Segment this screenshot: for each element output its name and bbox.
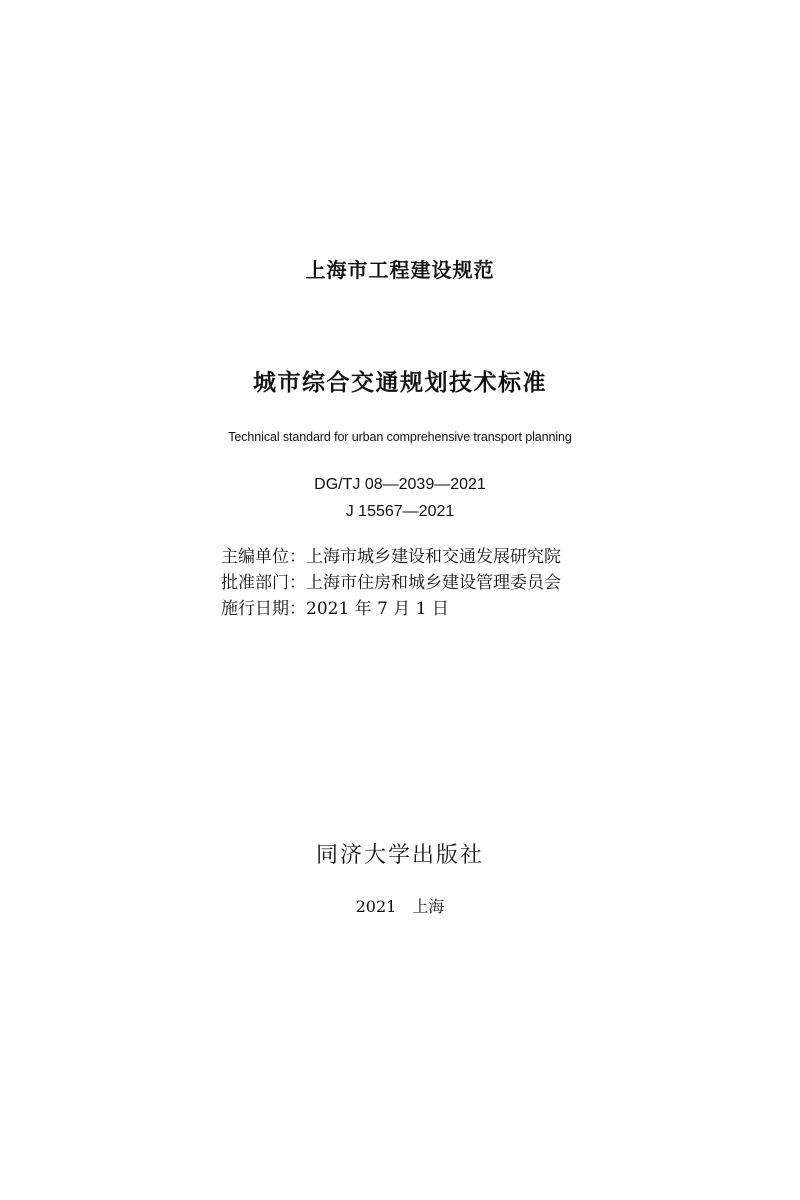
approval-department-label: 批准部门 (221, 573, 289, 593)
effective-date-row (221, 596, 641, 622)
document-metadata (221, 544, 641, 622)
editor-unit-value: 上海市城乡建设和交通发展研究院 (306, 547, 561, 567)
editor-unit-label: 主编单位 (221, 547, 289, 567)
document-title: 城市综合交通规划技术标准 (253, 370, 547, 396)
standard-series: 上海市工程建设规范 (305, 258, 495, 282)
standard-code: DG/TJ 08—2039—2021 (314, 476, 486, 493)
publication-line (0, 895, 800, 919)
record-code: J 15567—2021 (345, 503, 455, 520)
publisher-name: 同济大学出版社 (315, 843, 484, 868)
effective-date-value: 2021 年 7 月 1 日 (306, 599, 449, 619)
effective-date-label: 施行日期 (221, 599, 289, 619)
approval-department-value: 上海市住房和城乡建设管理委员会 (306, 573, 561, 593)
document-title-english: Technical standard for urban comprehensive transport planning (228, 430, 572, 444)
publication-city: 上海 (412, 897, 445, 916)
approval-department-separator: ： (289, 573, 306, 593)
publication-year: 2021 (355, 897, 397, 916)
editor-unit-row (221, 544, 641, 570)
approval-department-row (221, 570, 641, 596)
editor-unit-separator: ： (289, 547, 306, 567)
effective-date-separator: ： (289, 599, 306, 619)
